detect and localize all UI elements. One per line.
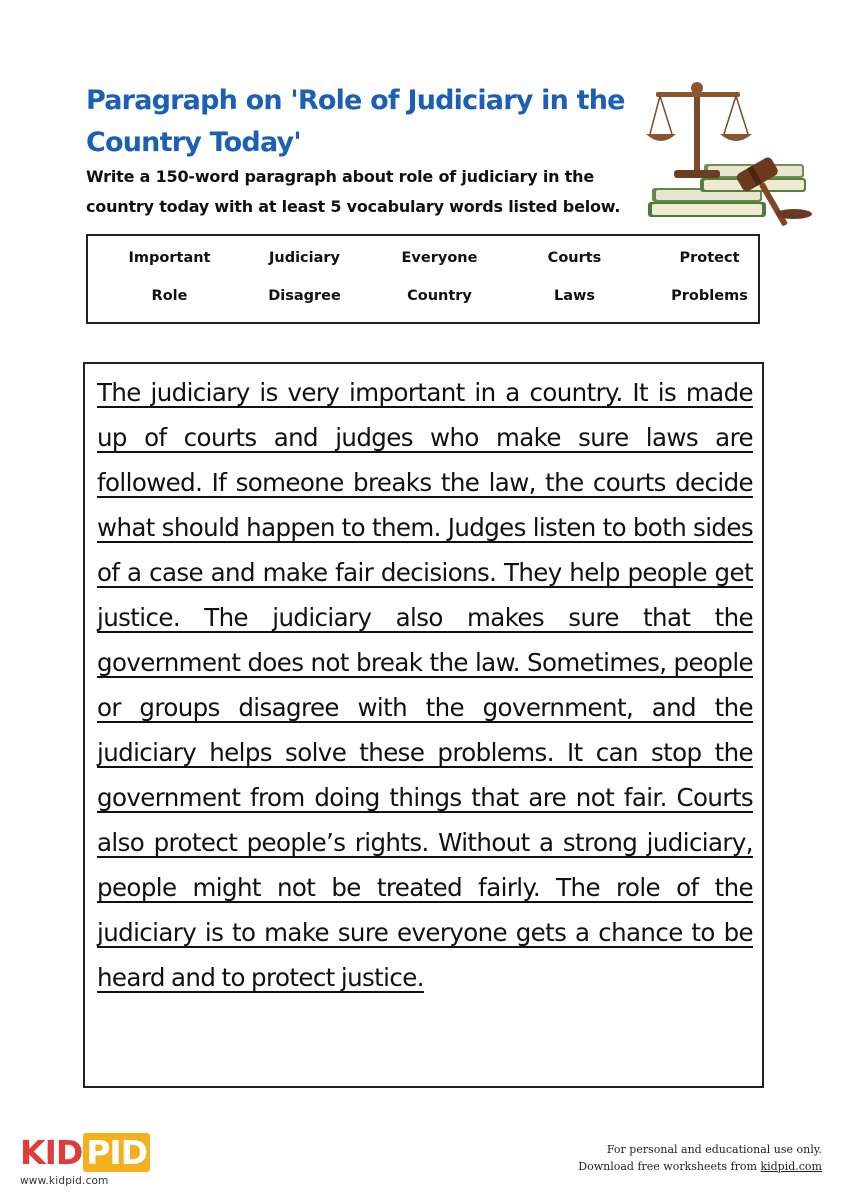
vocab-word: Judiciary xyxy=(268,250,341,266)
vocab-word: Laws xyxy=(553,288,596,304)
vocab-word: Everyone xyxy=(401,250,478,266)
footer-usage-text: For personal and educational use only. xyxy=(606,1143,822,1156)
kidpid-logo xyxy=(20,1133,148,1187)
instructions: Write a 150-word paragraph about role of judiciary in the country today with at least 5 vocabulary words listed below. xyxy=(86,167,621,216)
logo-kid-text: KID xyxy=(20,1133,83,1172)
paragraph-text: The judiciary is very important in a country. It is made up of courts and judges who make sure laws are followed. If someone breaks the law, the courts decide what should happen to them. Judges listen to both sides of a case and make fair decisions. They help people get justice. The judiciary also makes sure that the government does not break the law. Sometimes, people or groups disagree with the government, and the judiciary helps solve these problems. It can stop the government from doing things that are not fair. Courts also protect people’s rights. Without a strong judiciary, people might not be treated fairly. The role of the judiciary is to make sure everyone gets a chance to be heard and to protect justice. xyxy=(97,378,753,992)
vocab-word: Role xyxy=(151,288,188,304)
vocab-word: Disagree xyxy=(268,288,341,304)
vocab-word: Protect xyxy=(679,250,740,266)
footer-notice xyxy=(578,1141,822,1175)
paragraph-box xyxy=(83,362,764,1088)
scales-of-justice-gavel-books-icon xyxy=(644,70,814,230)
page-title: Paragraph on 'Role of Judiciary in the Country Today' xyxy=(86,85,625,158)
vocab-word: Country xyxy=(407,288,472,304)
vocabulary-box xyxy=(86,234,760,324)
vocab-word: Important xyxy=(128,250,211,266)
footer-link[interactable]: kidpid.com xyxy=(760,1160,822,1173)
vocab-word: Courts xyxy=(547,250,602,266)
logo-pid-text: PID xyxy=(83,1133,150,1172)
logo-url: www.kidpid.com xyxy=(20,1175,109,1187)
vocab-word: Problems xyxy=(671,288,748,304)
footer-download-text: Download free worksheets from xyxy=(578,1160,761,1173)
